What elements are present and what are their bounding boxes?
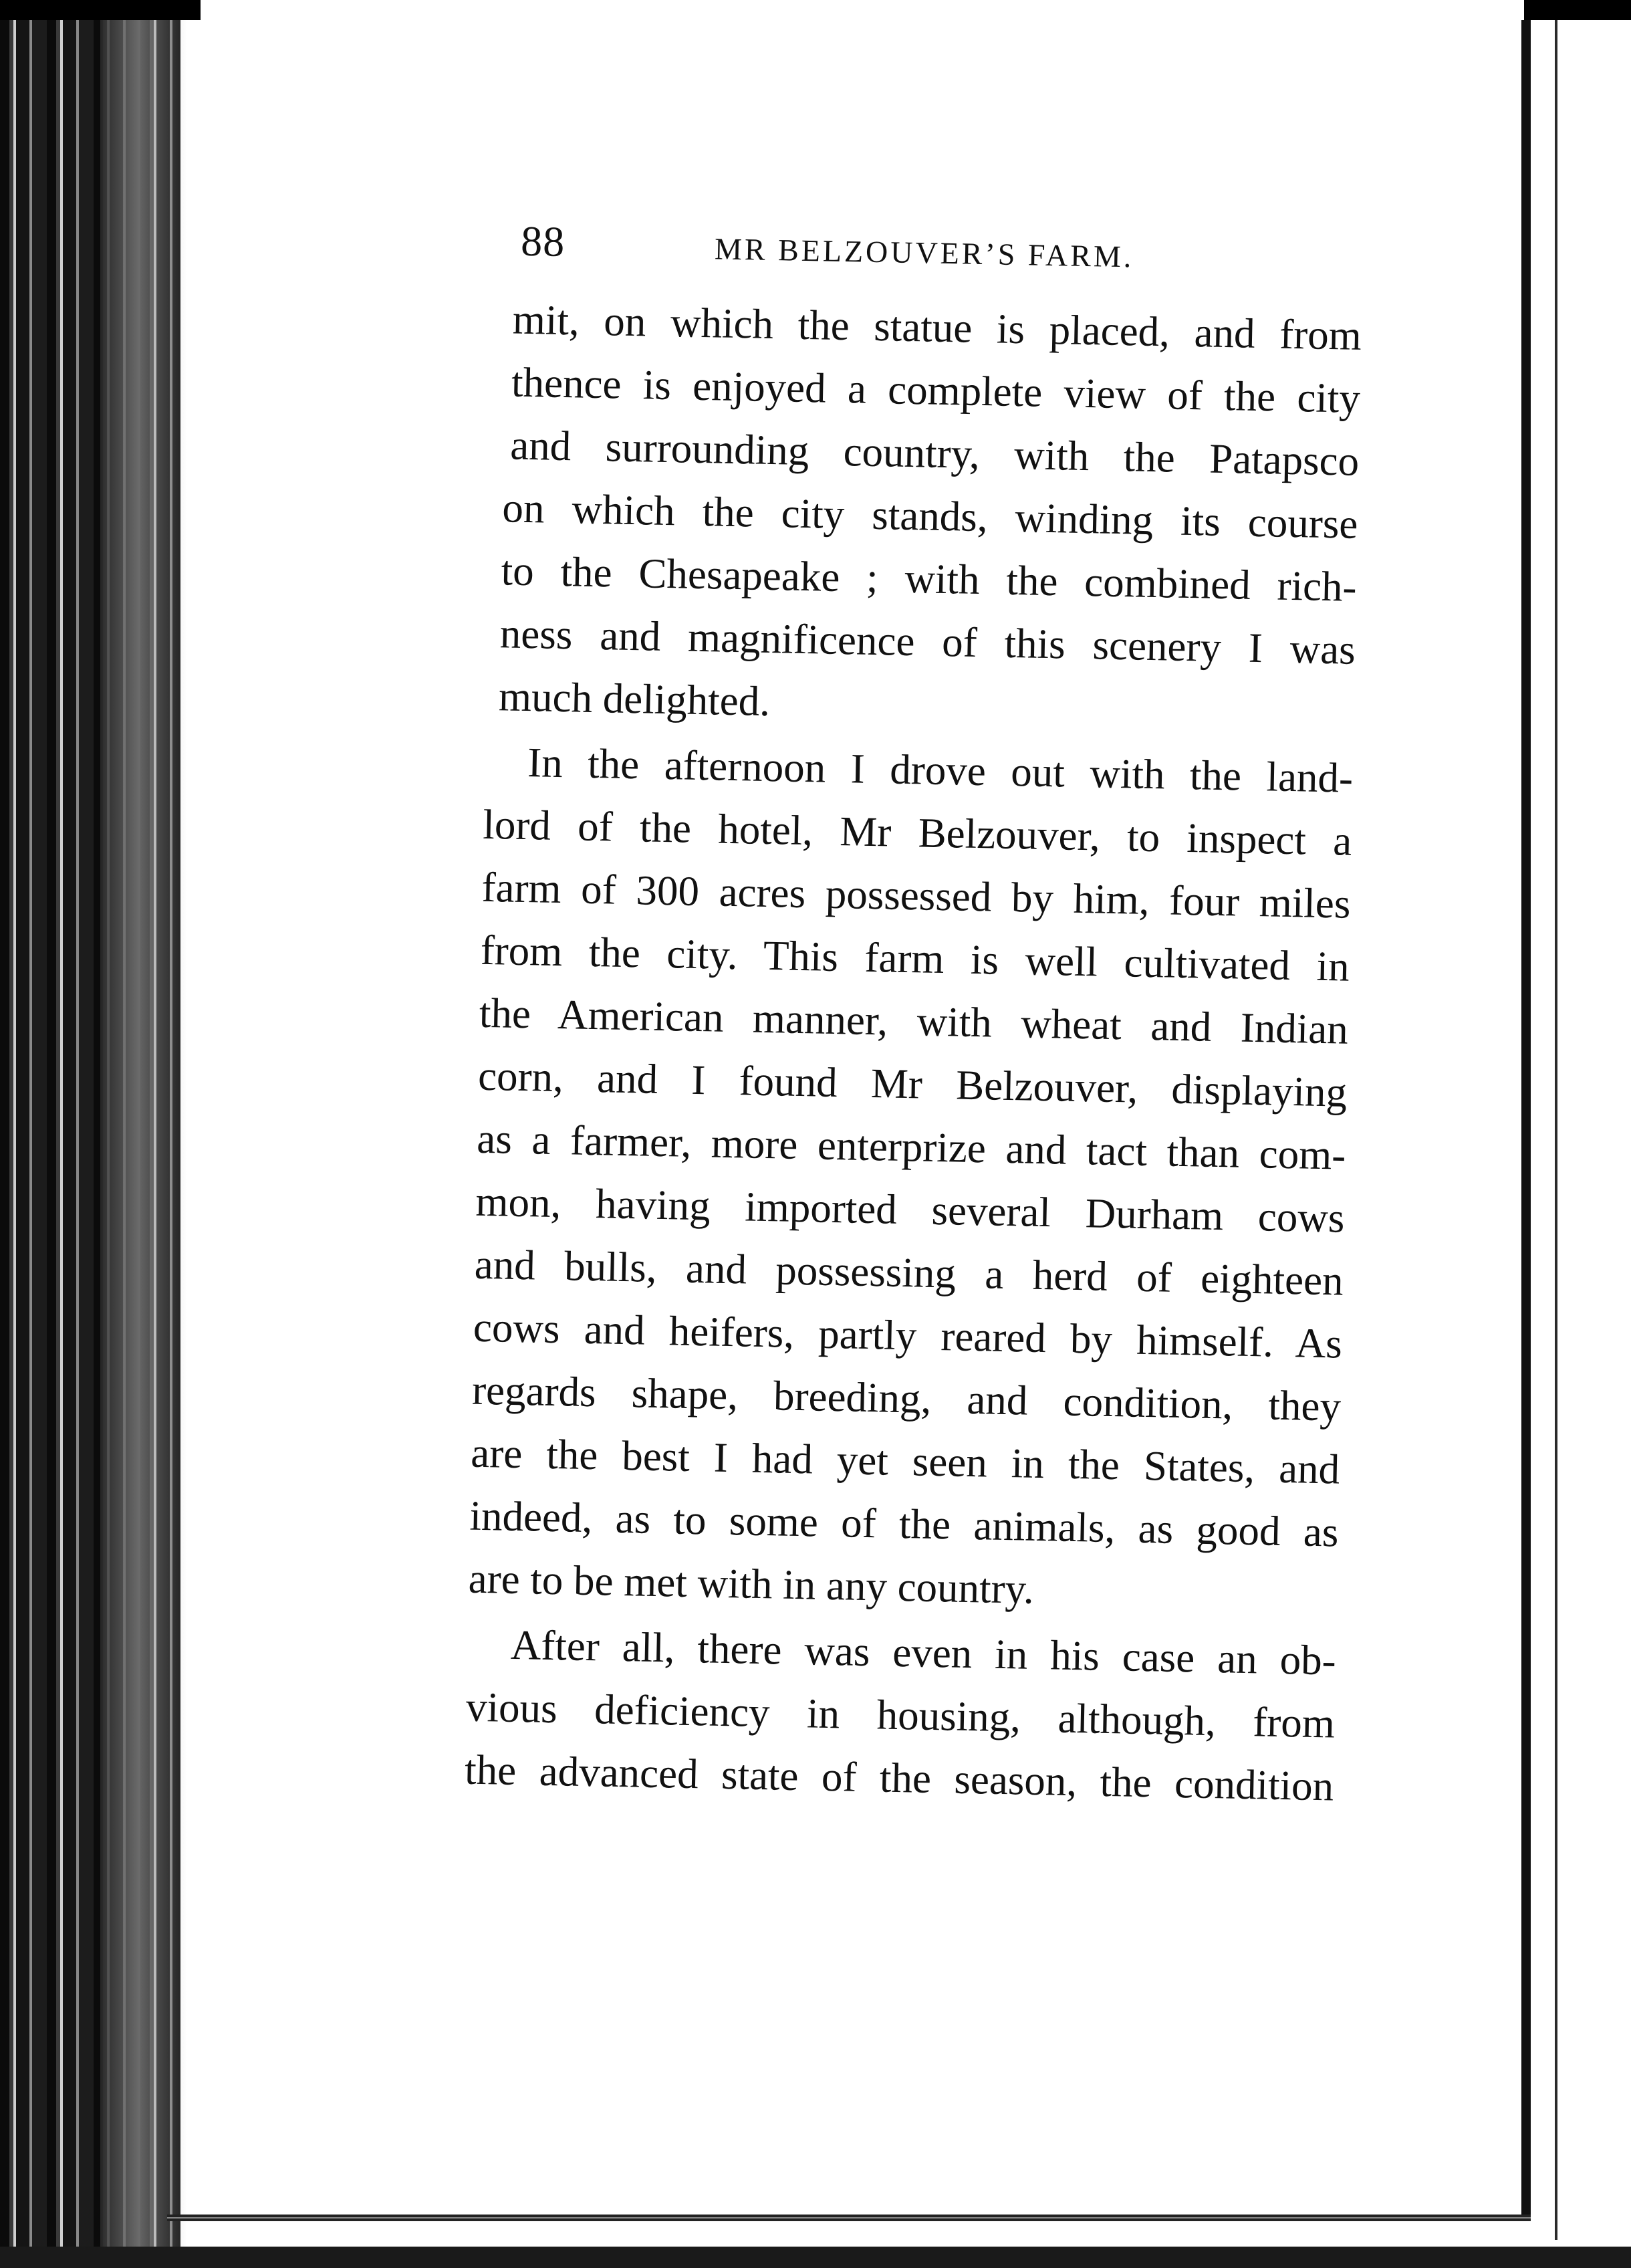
binding-shadow <box>100 0 187 2268</box>
scan-border-top-right <box>1524 0 1631 20</box>
text-line: thence is enjoyed a complete view of the city <box>511 358 1361 422</box>
paragraph <box>464 1613 1336 1818</box>
text-line: as a farmer, more enterprize and tact than com- <box>476 1115 1346 1179</box>
text-line: and bulls, and possessing a herd of eighteen <box>474 1240 1344 1305</box>
text-line: from the city. This farm is well cultivated in <box>480 926 1350 990</box>
paragraph <box>485 288 1362 744</box>
text-line: mon, having imported several Durham cows <box>475 1177 1346 1242</box>
page-number: 88 <box>520 217 566 266</box>
text-line: ness and magnificence of this scenery I was <box>499 610 1356 673</box>
text-line: After all, there was even in his case an ob- <box>510 1621 1337 1684</box>
text-line: on which the city stands, winding its course <box>501 484 1359 548</box>
page-edge-line <box>1521 20 1531 2220</box>
text-line: indeed, as to some of the animals, as good as <box>469 1492 1340 1556</box>
text-line: cows and heifers, partly reared by himself. As <box>473 1303 1343 1367</box>
book-page <box>464 214 1363 1821</box>
text-line: lord of the hotel, Mr Belzouver, to inspect a <box>482 800 1352 865</box>
text-line: farm of 300 acres possessed by him, four miles <box>481 863 1352 927</box>
text-line: are the best I had yet seen in the States, and <box>470 1429 1340 1493</box>
text-line: vious deficiency in housing, although, from <box>465 1683 1336 1747</box>
text-line: regards shape, breeding, and condition, they <box>471 1366 1342 1430</box>
text-line: the American manner, with wheat and Indian <box>479 989 1349 1053</box>
page-edge-thin-line <box>1555 20 1557 2240</box>
text-line: the advanced state of the season, the condition <box>464 1746 1334 1810</box>
text-line: to the Chesapeake ; with the combined rich- <box>501 547 1358 610</box>
page-right-margin <box>1524 0 1631 2268</box>
scan-border-top-left <box>0 0 201 20</box>
text-line: In the afternoon I drove out with the land- <box>527 739 1354 802</box>
running-title: MR BELZOUVER’S FARM. <box>714 231 1134 274</box>
paragraph <box>468 730 1354 1627</box>
scan-border-bottom <box>0 2247 1631 2268</box>
text-line: corn, and I found Mr Belzouver, displaying <box>477 1052 1348 1116</box>
page-bottom-edge <box>167 2215 1531 2221</box>
text-line: are to be met with in any country. <box>468 1555 1035 1613</box>
text-line: much delighted. <box>498 673 771 725</box>
text-line: and surrounding country, with the Patapsco <box>509 421 1360 485</box>
text-line: mit, on which the statue is placed, and from <box>512 296 1362 359</box>
